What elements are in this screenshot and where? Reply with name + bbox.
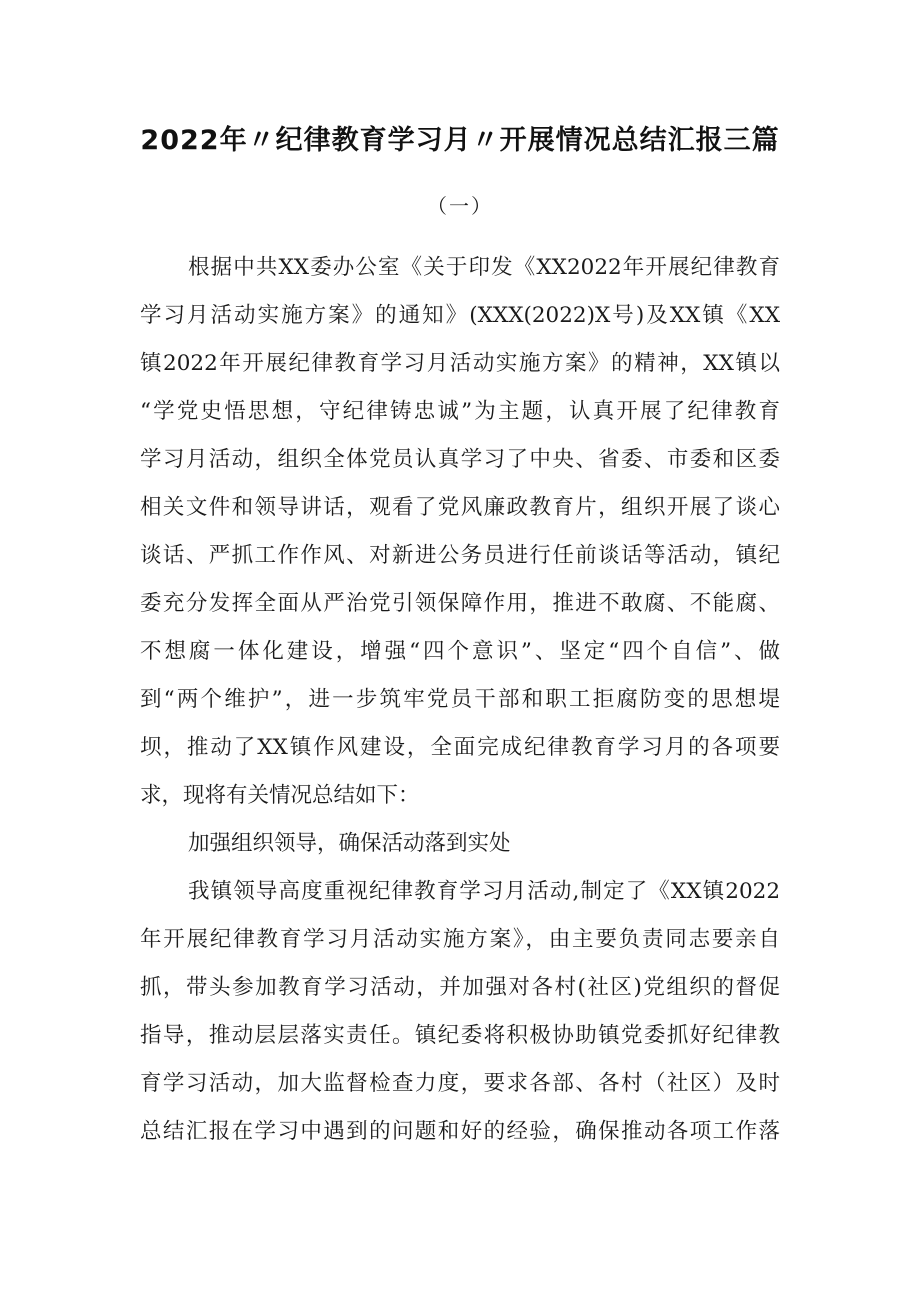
paragraph-line: “学党史悟思想，守纪律铸忠诚”为主题，认真开展了纪律教育 [140,399,780,424]
paragraph-line: 到“两个维护”，进一步筑牢党员干部和职工拒腐防变的思想堤 [140,687,780,712]
paragraph-line: 不想腐一体化建设，增强“四个意识”、坚定“四个自信”、做 [140,639,780,664]
paragraph-line: 委充分发挥全面从严治党引领保障作用，推进不敢腐、不能腐、 [140,591,780,616]
paragraph-line: 年开展纪律教育学习月活动实施方案》，由主要负责同志要亲自 [140,927,780,952]
paragraph-line: 谈话、严抓工作作风、对新进公务员进行任前谈话等活动，镇纪 [140,543,780,568]
paragraph-line: 育学习活动，加大监督检查力度，要求各部、各村（社区）及时 [140,1071,780,1096]
section-number: （一） [427,194,493,218]
paragraph-line: 根据中共XX委办公室《关于印发《XX2022年开展纪律教育 [188,255,780,280]
paragraph-line: 相关文件和领导讲话，观看了党风廉政教育片，组织开展了谈心 [140,495,780,520]
paragraph-line: 学习月活动实施方案》的通知》(XXX(2022)X号)及XX镇《XX [140,303,780,328]
paragraph-line: 镇2022年开展纪律教育学习月活动实施方案》的精神，XX镇以 [140,351,780,376]
paragraph-line: 抓，带头参加教育学习活动，并加强对各村(社区)党组织的督促 [140,975,780,1000]
section-heading: 加强组织领导，确保活动落到实处 [188,831,511,856]
paragraph-line: 总结汇报在学习中遇到的问题和好的经验，确保推动各项工作落 [140,1119,780,1144]
paragraph-line: 我镇领导高度重视纪律教育学习月活动,制定了《XX镇2022 [188,879,780,904]
paragraph-line: 指导，推动层层落实责任。镇纪委将积极协助镇党委抓好纪律教 [140,1023,780,1048]
paragraph-line: 学习月活动，组织全体党员认真学习了中央、省委、市委和区委 [140,447,780,472]
paragraph-line: 求，现将有关情况总结如下： [140,783,420,808]
paragraph-line: 坝，推动了XX镇作风建设，全面完成纪律教育学习月的各项要 [140,735,780,760]
document-title: 2022年〃纪律教育学习月〃开展情况总结汇报三篇 [140,125,780,156]
